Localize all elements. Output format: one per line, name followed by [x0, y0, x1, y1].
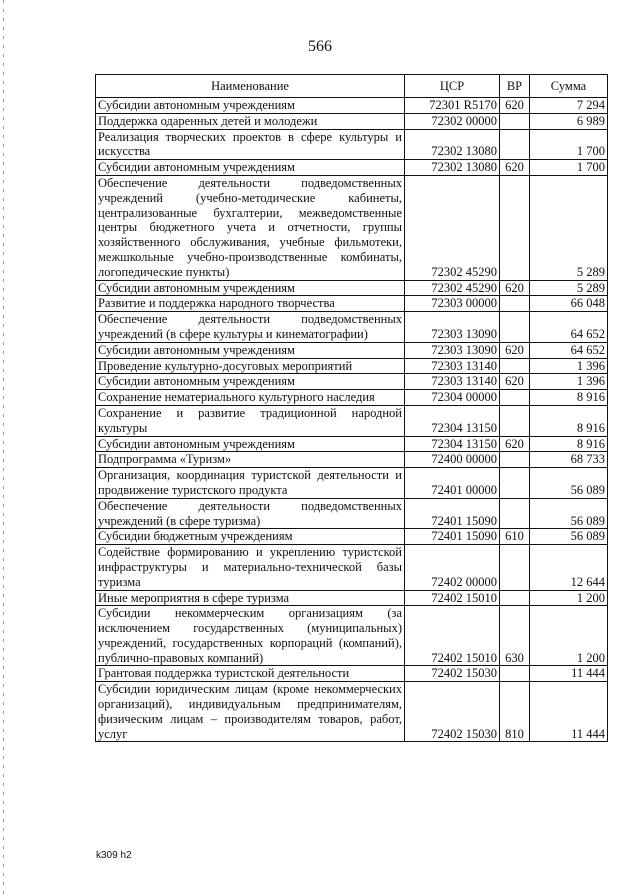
- cell-vr: [500, 175, 530, 280]
- cell-vr: [500, 498, 530, 529]
- cell-sum: 11 444: [530, 682, 608, 742]
- cell-sum: 56 089: [530, 498, 608, 529]
- cell-vr: [500, 296, 530, 312]
- table-row: [96, 452, 608, 468]
- cell-vr: [500, 129, 530, 160]
- cell-vr: [500, 113, 530, 129]
- cell-csr: 72402 00000: [405, 545, 500, 590]
- cell-sum: 5 289: [530, 280, 608, 296]
- cell-csr: 72302 13080: [405, 160, 500, 176]
- cell-sum: 12 644: [530, 545, 608, 590]
- cell-name: Обеспечение деятельности подведомственных учреждений (в сфере культуры и кинематографии): [96, 312, 405, 343]
- cell-vr: [500, 390, 530, 406]
- cell-sum: 68 733: [530, 452, 608, 468]
- cell-vr: [500, 312, 530, 343]
- cell-vr: [500, 468, 530, 499]
- table-row: [96, 98, 608, 114]
- cell-vr: [500, 666, 530, 682]
- table-row: [96, 175, 608, 280]
- cell-sum: 11 444: [530, 666, 608, 682]
- table-row: [96, 666, 608, 682]
- cell-csr: 72304 13150: [405, 405, 500, 436]
- cell-name: Развитие и поддержка народного творчества: [96, 296, 405, 312]
- cell-name: Субсидии юридическим лицам (кроме некоммерческих организаций), индивидуальным предпринимателям, физическим лицам – производителям товаров, работ, услуг: [96, 682, 405, 742]
- cell-vr: 620: [500, 374, 530, 390]
- cell-name: Субсидии автономным учреждениям: [96, 436, 405, 452]
- cell-name: Субсидии некоммерческим организациям (за исключением государственных (муниципальных) учреждений, государственных корпораций (компаний), публично-правовых компаний): [96, 606, 405, 666]
- cell-name: Иные мероприятия в сфере туризма: [96, 590, 405, 606]
- cell-sum: 6 989: [530, 113, 608, 129]
- header-sum: Сумма: [530, 75, 608, 98]
- cell-csr: 72402 15030: [405, 666, 500, 682]
- cell-csr: 72303 13090: [405, 342, 500, 358]
- cell-name: Реализация творческих проектов в сфере культуры и искусства: [96, 129, 405, 160]
- cell-sum: 1 700: [530, 160, 608, 176]
- cell-vr: 620: [500, 98, 530, 114]
- cell-vr: 810: [500, 682, 530, 742]
- cell-csr: 72401 15090: [405, 498, 500, 529]
- cell-csr: 72302 45290: [405, 175, 500, 280]
- cell-csr: 72304 00000: [405, 390, 500, 406]
- cell-csr: 72402 15010: [405, 590, 500, 606]
- cell-vr: 620: [500, 436, 530, 452]
- margin-dotted-line: [3, 0, 4, 895]
- table-row: [96, 374, 608, 390]
- cell-sum: 1 200: [530, 590, 608, 606]
- cell-name: Проведение культурно-досуговых мероприятий: [96, 358, 405, 374]
- cell-sum: 64 652: [530, 312, 608, 343]
- cell-name: Содействие формированию и укреплению туристской инфраструктуры и материально-технической базы туризма: [96, 545, 405, 590]
- cell-csr: 72400 00000: [405, 452, 500, 468]
- cell-vr: [500, 405, 530, 436]
- cell-vr: 620: [500, 160, 530, 176]
- cell-csr: 72401 15090: [405, 529, 500, 545]
- table-row: [96, 545, 608, 590]
- cell-name: Обеспечение деятельности подведомственных учреждений (учебно-методические кабинеты, централизованные бухгалтерии, межведомственные центры бюджетного учета и отчетности, группы хозяйственного обслуживания, учебные фильмотеки, межшкольные учебно-производственные комбинаты, логопедические пункты): [96, 175, 405, 280]
- cell-sum: 56 089: [530, 468, 608, 499]
- cell-name: Сохранение и развитие традиционной народной культуры: [96, 405, 405, 436]
- cell-sum: 1 396: [530, 358, 608, 374]
- cell-csr: 72402 15010: [405, 606, 500, 666]
- table-row: [96, 590, 608, 606]
- cell-csr: 72402 15030: [405, 682, 500, 742]
- cell-vr: [500, 590, 530, 606]
- table-row: [96, 129, 608, 160]
- header-csr: ЦСР: [405, 75, 500, 98]
- cell-sum: 5 289: [530, 175, 608, 280]
- cell-csr: 72401 00000: [405, 468, 500, 499]
- table-row: [96, 160, 608, 176]
- cell-sum: 66 048: [530, 296, 608, 312]
- table-row: [96, 296, 608, 312]
- table-header-row: [96, 75, 608, 98]
- cell-name: Организация, координация туристской деятельности и продвижение туристского продукта: [96, 468, 405, 499]
- table-row: [96, 358, 608, 374]
- cell-csr: 72301 R5170: [405, 98, 500, 114]
- table-row: [96, 682, 608, 742]
- cell-csr: 72303 13140: [405, 374, 500, 390]
- cell-name: Субсидии автономным учреждениям: [96, 374, 405, 390]
- cell-vr: 620: [500, 342, 530, 358]
- header-name: Наименование: [96, 75, 405, 98]
- page-number: 566: [308, 38, 332, 55]
- budget-table: [95, 74, 608, 742]
- cell-vr: [500, 452, 530, 468]
- cell-vr: 630: [500, 606, 530, 666]
- table-row: [96, 280, 608, 296]
- table-row: [96, 468, 608, 499]
- table-row: [96, 312, 608, 343]
- cell-vr: [500, 545, 530, 590]
- cell-sum: 7 294: [530, 98, 608, 114]
- cell-csr: 72304 13150: [405, 436, 500, 452]
- cell-vr: [500, 358, 530, 374]
- cell-sum: 8 916: [530, 405, 608, 436]
- cell-csr: 72302 00000: [405, 113, 500, 129]
- table-row: [96, 606, 608, 666]
- cell-name: Сохранение нематериального культурного наследия: [96, 390, 405, 406]
- footer-code: k309 h2: [96, 850, 132, 861]
- cell-sum: 1 200: [530, 606, 608, 666]
- cell-csr: 72303 13090: [405, 312, 500, 343]
- table-row: [96, 529, 608, 545]
- table-row: [96, 436, 608, 452]
- cell-sum: 1 700: [530, 129, 608, 160]
- cell-name: Обеспечение деятельности подведомственных учреждений (в сфере туризма): [96, 498, 405, 529]
- cell-sum: 8 916: [530, 390, 608, 406]
- cell-csr: 72302 13080: [405, 129, 500, 160]
- cell-name: Поддержка одаренных детей и молодежи: [96, 113, 405, 129]
- cell-sum: 56 089: [530, 529, 608, 545]
- table-row: [96, 113, 608, 129]
- cell-sum: 1 396: [530, 374, 608, 390]
- table-row: [96, 405, 608, 436]
- cell-csr: 72302 45290: [405, 280, 500, 296]
- cell-vr: 620: [500, 280, 530, 296]
- cell-name: Субсидии автономным учреждениям: [96, 160, 405, 176]
- cell-name: Грантовая поддержка туристской деятельности: [96, 666, 405, 682]
- cell-name: Подпрограмма «Туризм»: [96, 452, 405, 468]
- cell-csr: 72303 13140: [405, 358, 500, 374]
- table-row: [96, 390, 608, 406]
- table-body: [96, 98, 608, 742]
- cell-sum: 8 916: [530, 436, 608, 452]
- table-row: [96, 498, 608, 529]
- cell-name: Субсидии автономным учреждениям: [96, 280, 405, 296]
- cell-name: Субсидии автономным учреждениям: [96, 342, 405, 358]
- header-vr: ВР: [500, 75, 530, 98]
- cell-name: Субсидии бюджетным учреждениям: [96, 529, 405, 545]
- cell-name: Субсидии автономным учреждениям: [96, 98, 405, 114]
- cell-csr: 72303 00000: [405, 296, 500, 312]
- table-row: [96, 342, 608, 358]
- cell-sum: 64 652: [530, 342, 608, 358]
- cell-vr: 610: [500, 529, 530, 545]
